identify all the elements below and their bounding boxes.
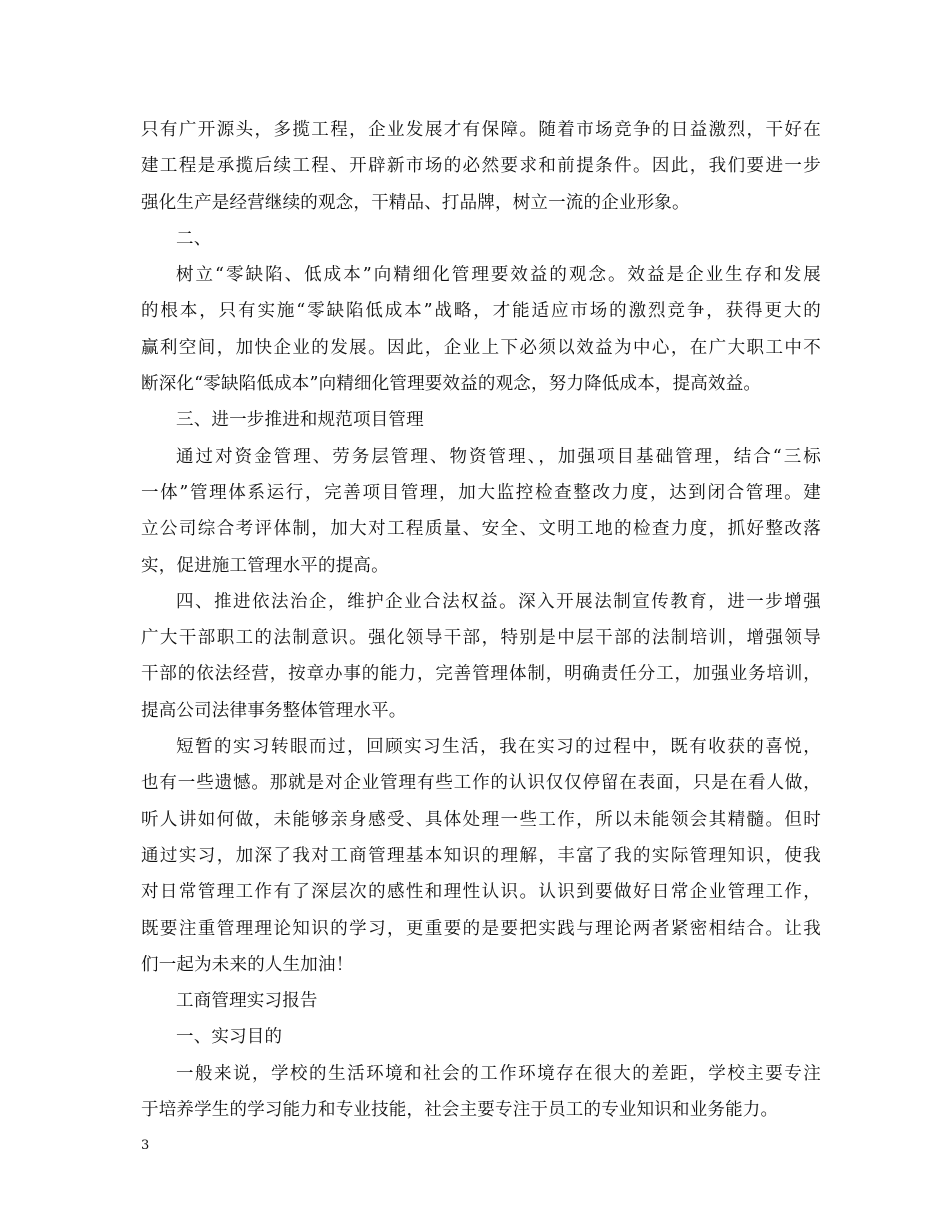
text-line: 实，促进施工管理水平的提高。 — [141, 555, 389, 576]
text-line: 的根本，只有实施“零缺陷低成本”战略，才能适应市场的激烈竞争，获得更大的 — [141, 301, 821, 322]
text-line: 立公司综合考评体制，加大对工程质量、安全、文明工地的检查力度，抓好整改落 — [141, 519, 821, 540]
text-line: 一体”管理体系运行，完善项目管理，加大监控检查整改力度，达到闭合管理。建 — [141, 482, 821, 503]
text-line: 提高公司法律事务整体管理水平。 — [141, 700, 407, 721]
text-line: 通过对资金管理、劳务层管理、物资管理、，加强项目基础管理，结合“三标 — [176, 446, 821, 467]
text-line: 树立“零缺陷、低成本”向精细化管理要效益的观念。效益是企业生存和发展 — [176, 265, 821, 286]
text-line: 断深化“零缺陷低成本”向精细化管理要效益的观念，努力降低成本，提高效益。 — [141, 374, 762, 395]
text-line: 建工程是承揽后续工程、开辟新市场的必然要求和前提条件。因此，我们要进一步 — [141, 156, 821, 177]
text-line: 干部的依法经营，按章办事的能力，完善管理体制，明确责任分工，加强业务培训， — [141, 664, 821, 685]
section-heading: 二、 — [176, 228, 212, 249]
text-line: 于培养学生的学习能力和专业技能，社会主要专注于员工的专业知识和业务能力。 — [141, 1100, 779, 1121]
section-heading: 三、进一步推进和规范项目管理 — [176, 410, 424, 431]
page-number: 3 — [141, 1138, 150, 1153]
text-line: 听人讲如何做，未能够亲身感受、具体处理一些工作，所以未能领会其精髓。但时 — [141, 809, 821, 830]
text-line: 们一起为未来的人生加油！ — [141, 954, 354, 975]
text-line: 对日常管理工作有了深层次的感性和理性认识。认识到要做好日常企业管理工作， — [141, 882, 821, 903]
section-heading: 一、实习目的 — [176, 1027, 283, 1048]
text-line: 四、推进依法治企，维护企业合法权益。深入开展法制宣传教育，进一步增强 — [176, 591, 821, 612]
section-title: 工商管理实习报告 — [176, 991, 318, 1012]
text-line: 一般来说，学校的生活环境和社会的工作环境存在很大的差距，学校主要专注 — [176, 1063, 821, 1084]
text-line: 赢利空间，加快企业的发展。因此，企业上下必须以效益为中心，在广大职工中不 — [141, 337, 821, 358]
text-line: 也有一些遗憾。那就是对企业管理有些工作的认识仅仅停留在表面，只是在看人做， — [141, 773, 821, 794]
text-line: 强化生产是经营继续的观念，干精品、打品牌，树立一流的企业形象。 — [141, 192, 690, 213]
document-body — [141, 112, 821, 1128]
text-line: 广大干部职工的法制意识。强化领导干部，特别是中层干部的法制培训，增强领导 — [141, 628, 821, 649]
text-line: 既要注重管理理论知识的学习，更重要的是要把实践与理论两者紧密相结合。让我 — [141, 918, 821, 939]
text-line: 通过实习，加深了我对工商管理基本知识的理解，丰富了我的实际管理知识，使我 — [141, 845, 821, 866]
text-line: 短暂的实习转眼而过，回顾实习生活，我在实习的过程中，既有收获的喜悦， — [176, 737, 821, 758]
text-line: 只有广开源头，多揽工程，企业发展才有保障。随着市场竞争的日益激烈，干好在 — [141, 120, 821, 140]
